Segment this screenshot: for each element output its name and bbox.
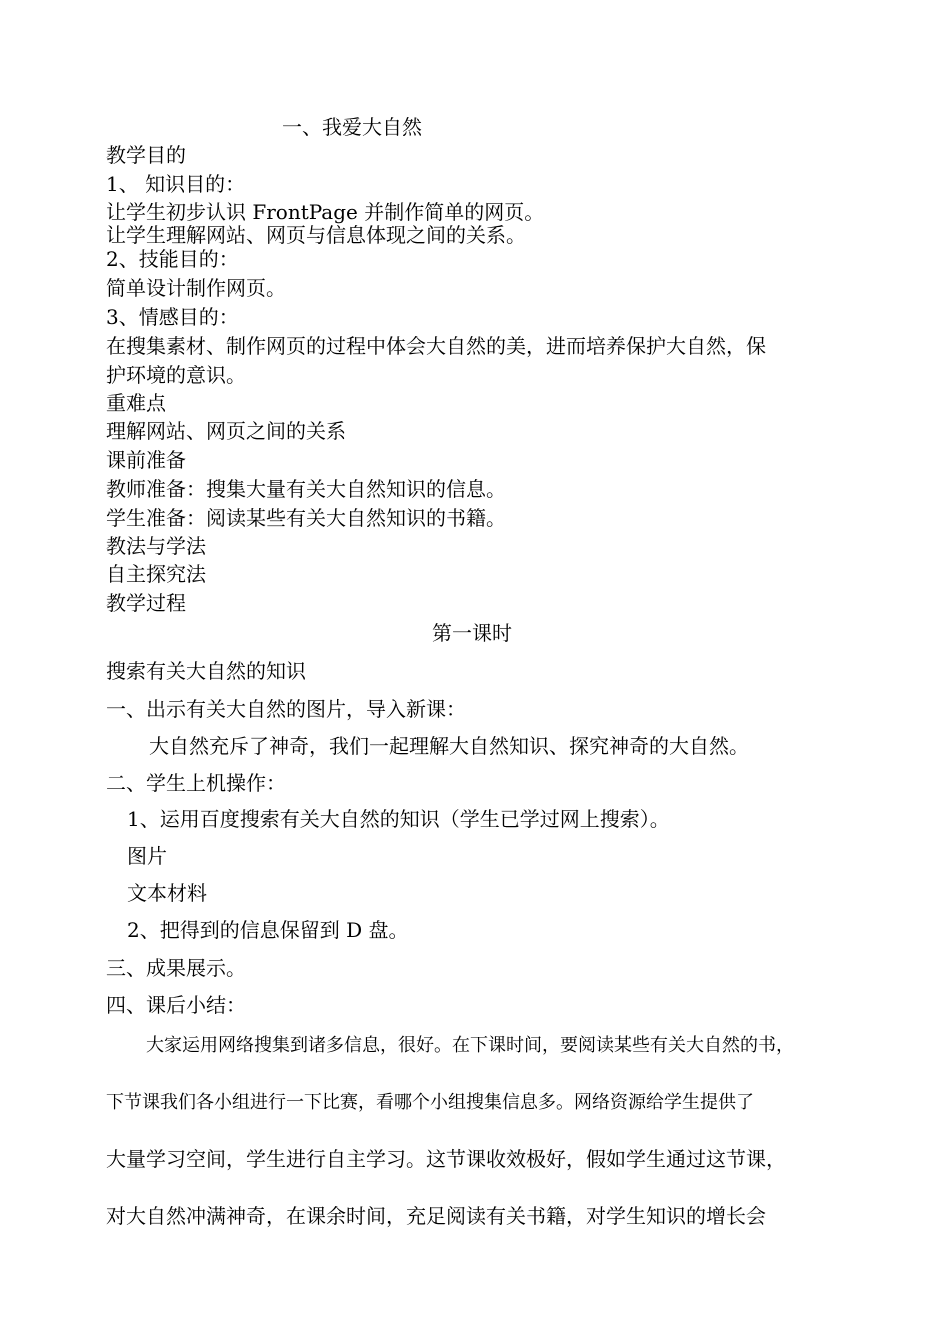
document-title: 一、我爱大自然 [282, 115, 422, 139]
text-line: 学生准备：阅读某些有关大自然知识的书籍。 [106, 506, 506, 530]
text-line: 理解网站、网页之间的关系 [106, 419, 346, 443]
text-line: 让学生理解网站、网页与信息体现之间的关系。 [106, 223, 526, 247]
text-line: 自主探究法 [106, 562, 206, 586]
text-line: 一、出示有关大自然的图片，导入新课： [106, 697, 466, 721]
lesson-heading: 第一课时 [432, 621, 512, 645]
text-line: 搜索有关大自然的知识 [106, 659, 306, 683]
text-line: 文本材料 [127, 881, 207, 905]
text-line: 四、课后小结： [106, 993, 246, 1017]
text-line: 三、成果展示。 [106, 956, 246, 980]
section-heading: 教学过程 [106, 591, 186, 615]
section-heading: 教法与学法 [106, 534, 206, 558]
text-line: 教师准备：搜集大量有关大自然知识的信息。 [106, 477, 506, 501]
summary-line: 下节课我们各小组进行一下比赛，看哪个小组搜集信息多。网络资源给学生提供了 [106, 1092, 754, 1113]
text-line: 图片 [127, 844, 167, 868]
summary-line: 对大自然冲满神奇，在课余时间，充足阅读有关书籍，对学生知识的增长会 [106, 1204, 766, 1228]
text-line: 在搜集素材、制作网页的过程中体会大自然的美，进而培养保护大自然，保 [106, 334, 766, 358]
text-line: 1、运用百度搜索有关大自然的知识（学生已学过网上搜索）。 [127, 807, 670, 831]
text-line: 2、技能目的： [106, 247, 239, 271]
text-line: 二、学生上机操作： [106, 771, 286, 795]
section-heading: 课前准备 [106, 448, 186, 472]
text-line: 大自然充斥了神奇，我们一起理解大自然知识、探究神奇的大自然。 [149, 734, 749, 758]
text-line: 让学生初步认识 FrontPage 并制作简单的网页。 [106, 200, 545, 224]
section-heading: 重难点 [106, 391, 166, 415]
summary-line: 大家运用网络搜集到诸多信息，很好。在下课时间，要阅读某些有关大自然的书， [146, 1035, 794, 1056]
text-line: 1、 知识目的： [106, 172, 246, 196]
text-line: 简单设计制作网页。 [106, 276, 286, 300]
text-line: 3、情感目的： [106, 305, 239, 329]
text-line: 护环境的意识。 [106, 363, 246, 387]
summary-line: 大量学习空间，学生进行自主学习。这节课收效极好，假如学生通过这节课， [106, 1147, 786, 1171]
text-line: 2、把得到的信息保留到 D 盘。 [127, 918, 409, 942]
section-heading: 教学目的 [106, 143, 186, 167]
